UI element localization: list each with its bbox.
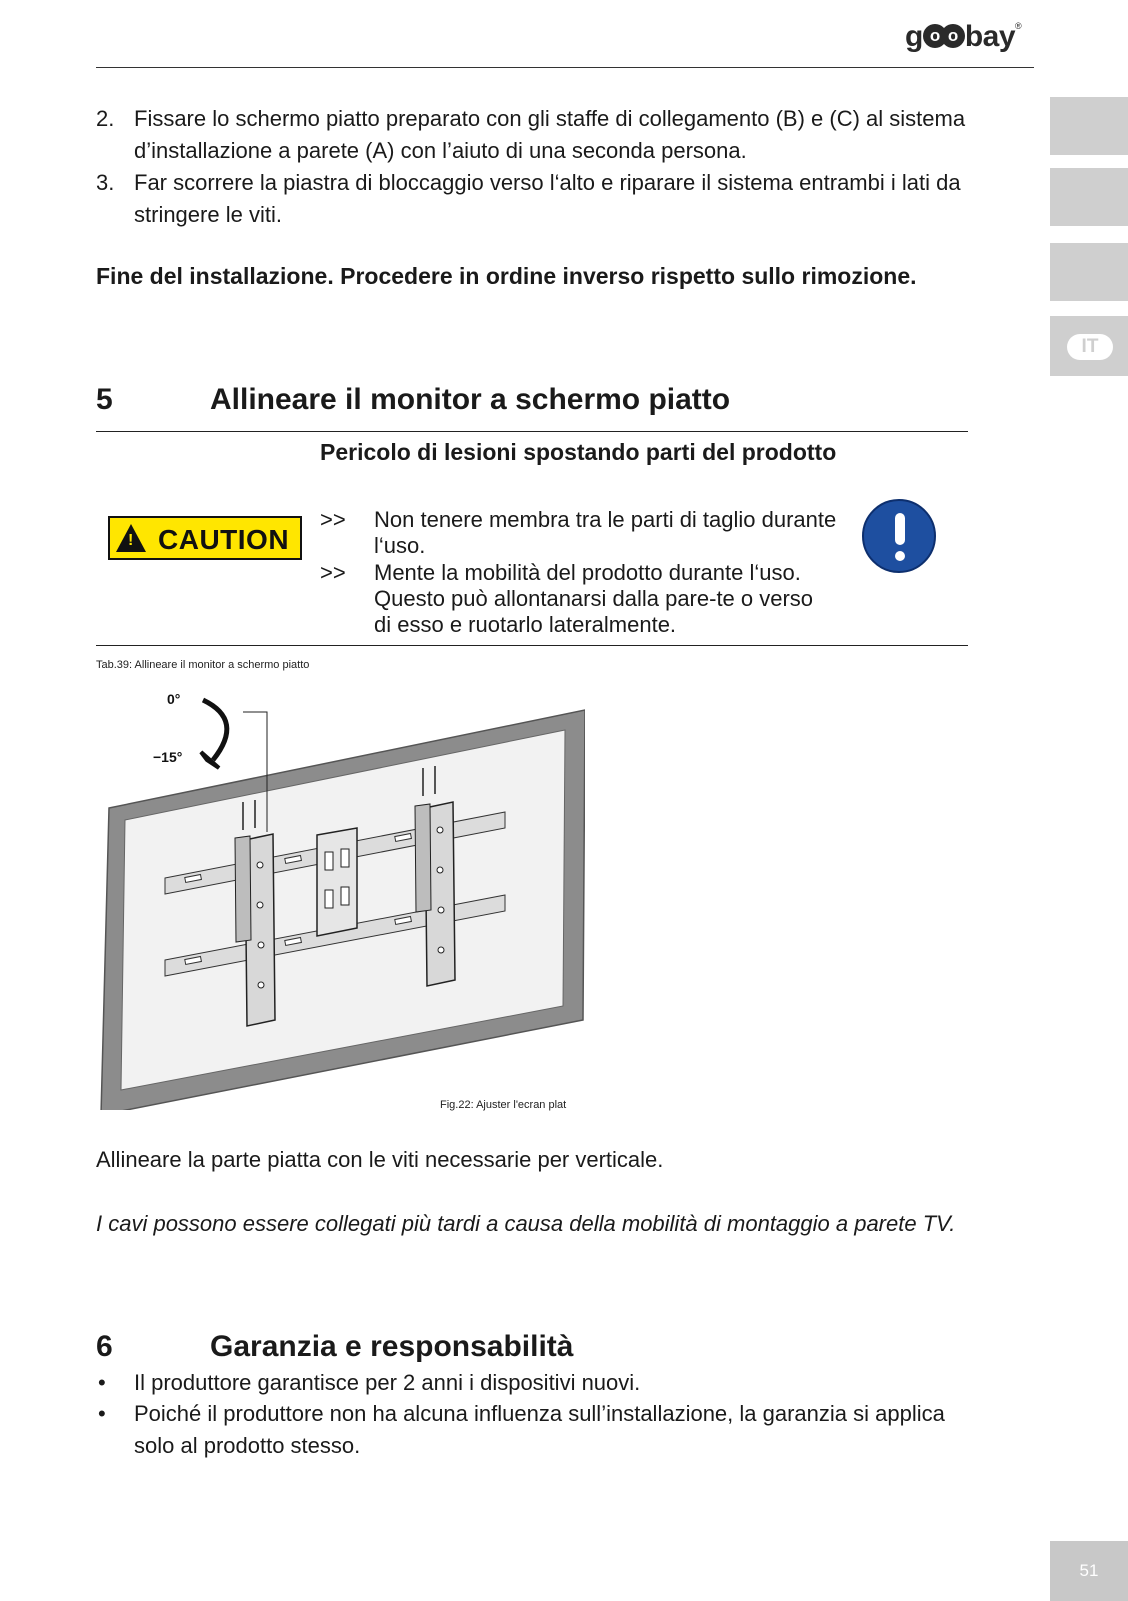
list-item — [96, 103, 976, 167]
list-item — [96, 1367, 976, 1399]
logo-o-left: o — [923, 24, 947, 48]
table-caption: Tab.39: Allineare il monitor a schermo piatto — [96, 659, 310, 671]
caution-text: CAUTION — [158, 524, 290, 555]
warning-item — [320, 507, 840, 559]
logo-text-start: g — [905, 20, 923, 53]
body-paragraph: Allineare la parte piatta con le viti necessarie per verticale. — [96, 1147, 664, 1172]
header-divider — [96, 67, 1034, 68]
warning-marker: >> — [320, 507, 346, 532]
tv-mount-illustration — [95, 690, 585, 1110]
caution-label: ! CAUTION — [108, 516, 302, 560]
logo-o-right: o — [941, 24, 965, 48]
list-item-number: 2. — [96, 106, 115, 131]
logo-registered-mark: ® — [1015, 21, 1022, 31]
list-item-text: Far scorrere la piastra di bloccaggio verso l‘alto e riparare il sistema entrambi i lati da stringere le viti. — [134, 170, 961, 227]
warning-item — [320, 560, 820, 638]
end-of-installation-note: Fine del installazione. Procedere in ordine inverso rispetto sullo rimozione. — [96, 263, 917, 289]
warning-marker: >> — [320, 560, 346, 585]
list-item-text: Fissare lo schermo piatto preparato con gli staffe di collegamento (B) e (C) al sistema d’installazione a parete (A) con l’aiuto di una seconda persona. — [134, 106, 966, 163]
side-tab-it[interactable] — [1050, 316, 1128, 376]
warning-table-top-rule — [96, 431, 968, 432]
section-number: 5 — [96, 383, 113, 416]
italic-note: I cavi possono essere collegati più tardi a causa della mobilità di montaggio a parete TV. — [96, 1211, 956, 1236]
section-title: Garanzia e responsabilità — [210, 1330, 574, 1363]
figure-caption: Fig.22: Ajuster l'ecran plat — [440, 1099, 567, 1111]
goobay-logo — [905, 20, 1021, 54]
list-item-text: Poiché il produttore non ha alcuna influenza sull’installazione, la garanzia si applica solo al prodotto stesso. — [134, 1401, 945, 1458]
warning-title: Pericolo di lesioni spostando parti del prodotto — [320, 439, 837, 465]
bullet-marker: • — [98, 1401, 106, 1426]
warning-item-text: Non tenere membra tra le parti di taglio durante l‘uso. — [374, 507, 837, 558]
section-6-heading — [96, 1330, 966, 1366]
tilt-angle-top-label: 0° — [167, 691, 181, 707]
side-tab-it-label: IT — [1067, 334, 1113, 360]
list-item-text: Il produttore garantisce per 2 anni i dispositivi nuovi. — [134, 1370, 641, 1395]
section-5-heading — [96, 383, 966, 419]
tv-tilt-figure — [95, 690, 585, 1110]
side-tab-2[interactable] — [1050, 168, 1128, 226]
exclamation-info-icon — [862, 499, 936, 573]
warning-item-text: Mente la mobilità del prodotto durante l‘uso. Questo può allontanarsi dalla pare-te o verso di esso e ruotarlo lateralmente. — [374, 560, 814, 637]
list-item — [96, 1398, 976, 1462]
section-number: 6 — [96, 1330, 113, 1363]
warning-table-bottom-rule — [96, 645, 968, 646]
page-number: 51 — [1050, 1541, 1128, 1601]
list-item-number: 3. — [96, 170, 115, 195]
tilt-angle-bottom-label: −15° — [153, 749, 183, 765]
section-title: Allineare il monitor a schermo piatto — [210, 383, 731, 416]
list-item — [96, 167, 976, 231]
bullet-marker: • — [98, 1370, 106, 1395]
logo-double-o — [923, 24, 965, 48]
side-tab-1[interactable] — [1050, 97, 1128, 155]
side-tab-3[interactable] — [1050, 243, 1128, 301]
logo-text-end: bay — [964, 20, 1016, 53]
